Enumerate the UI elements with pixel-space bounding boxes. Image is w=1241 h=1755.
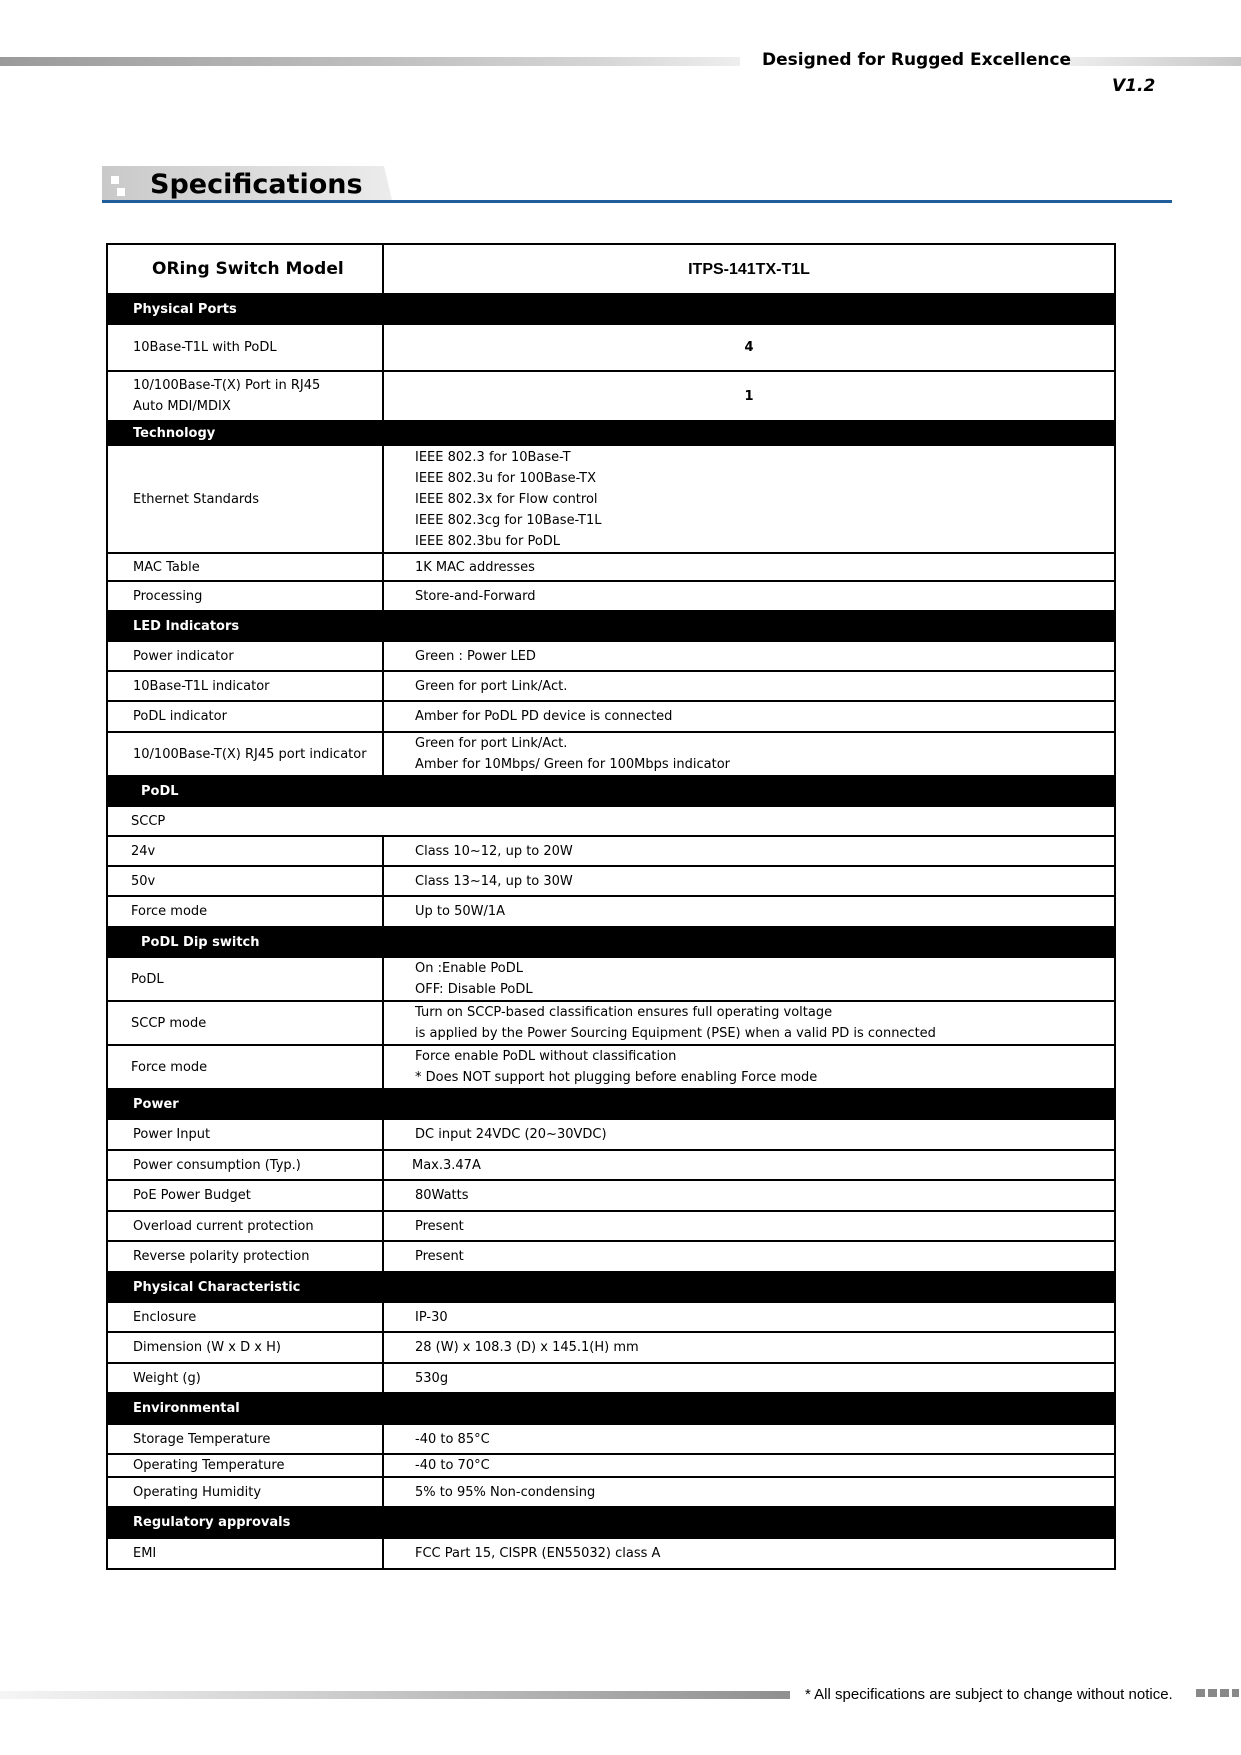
spec-label: 10/100Base-T(X) RJ45 port indicator (107, 732, 383, 776)
spec-label: Enclosure (107, 1302, 383, 1332)
section-header-podl-dip (107, 927, 1115, 957)
spec-label: Processing (107, 581, 383, 611)
spec-label: PoDL (107, 957, 383, 1001)
spec-label: MAC Table (107, 553, 383, 581)
table-row (107, 1477, 1115, 1507)
table-row (107, 641, 1115, 671)
table-row (107, 1302, 1115, 1332)
section-header-physical-ports (107, 294, 1115, 324)
spec-label: Dimension (W x D x H) (107, 1332, 383, 1363)
section-label: Physical Characteristic (107, 1272, 383, 1302)
spec-label: Ethernet Standards (107, 445, 383, 553)
section-header-regulatory (107, 1507, 1115, 1538)
table-row (107, 866, 1115, 896)
footer-square-icon (1208, 1689, 1217, 1697)
spec-value: 5% to 95% Non-condensing (383, 1477, 1115, 1507)
section-header-led (107, 611, 1115, 641)
tab-square-icon (111, 176, 119, 184)
table-row (107, 553, 1115, 581)
spec-label: 10Base-T1L with PoDL (107, 324, 383, 371)
table-row (107, 957, 1115, 1001)
header-bar (0, 57, 740, 66)
table-row (107, 1424, 1115, 1454)
footer-square-icon (1196, 1689, 1205, 1697)
table-row (107, 324, 1115, 371)
spec-value: 4 (383, 324, 1115, 371)
spec-value: Class 10~12, up to 20W (383, 836, 1115, 866)
table-row (107, 732, 1115, 776)
spec-value: Store-and-Forward (383, 581, 1115, 611)
spec-value: FCC Part 15, CISPR (EN55032) class A (383, 1538, 1115, 1569)
table-row (107, 445, 1115, 553)
spec-label: 24v (107, 836, 383, 866)
section-label: Environmental (107, 1393, 383, 1424)
spec-label: Storage Temperature (107, 1424, 383, 1454)
table-row (107, 1180, 1115, 1211)
spec-label: PoE Power Budget (107, 1180, 383, 1211)
footer-square-icon (1232, 1689, 1239, 1697)
table-row (107, 1332, 1115, 1363)
spec-label: Overload current protection (107, 1211, 383, 1241)
table-row (107, 1241, 1115, 1272)
tagline: Designed for Rugged Excellence (762, 50, 1072, 70)
table-row (107, 371, 1115, 421)
spec-value: DC input 24VDC (20~30VDC) (383, 1119, 1115, 1150)
spec-label: Operating Humidity (107, 1477, 383, 1507)
spec-value: IP-30 (383, 1302, 1115, 1332)
section-label: Power (107, 1089, 383, 1119)
spec-table (106, 243, 1116, 1570)
section-label: Physical Ports (107, 294, 383, 324)
tab-square-icon (117, 188, 125, 196)
spec-value: 28 (W) x 108.3 (D) x 145.1(H) mm (383, 1332, 1115, 1363)
spec-value: -40 to 70°C (383, 1454, 1115, 1477)
page-title: Specifications (150, 169, 363, 200)
table-row (107, 1211, 1115, 1241)
section-label: PoDL (107, 776, 383, 806)
spec-value: Present (383, 1241, 1115, 1272)
model-name: ITPS-141TX-T1L (383, 244, 1115, 294)
table-row (107, 1045, 1115, 1089)
spec-label: 10/100Base-T(X) Port in RJ45 Auto MDI/MDIX (107, 371, 383, 421)
section-label: Technology (107, 421, 383, 445)
title-underline (102, 200, 1172, 203)
table-row (107, 1363, 1115, 1393)
spec-label: Operating Temperature (107, 1454, 383, 1477)
section-header-environmental (107, 1393, 1115, 1424)
section-header-physical (107, 1272, 1115, 1302)
spec-label: Reverse polarity protection (107, 1241, 383, 1272)
table-row-model (107, 244, 1115, 294)
spec-label: Power consumption (Typ.) (107, 1150, 383, 1180)
spec-value: IEEE 802.3 for 10Base-T IEEE 802.3u for 100Base-TX IEEE 802.3x for Flow control IEEE 802.3cg for 10Base-T1L IEEE 802.3bu for PoDL (383, 445, 1115, 553)
table-row (107, 1538, 1115, 1569)
section-label: PoDL Dip switch (107, 927, 383, 957)
spec-label: Force mode (107, 896, 383, 927)
spec-label: PoDL indicator (107, 701, 383, 732)
spec-label: Power Input (107, 1119, 383, 1150)
spec-label: Power indicator (107, 641, 383, 671)
spec-value: Present (383, 1211, 1115, 1241)
spec-value: Turn on SCCP-based classification ensures full operating voltage is applied by the Power Sourcing Equipment (PSE) when a valid PD is connected (383, 1001, 1115, 1045)
footer-bar (0, 1691, 790, 1699)
spec-value: Green for port Link/Act. (383, 671, 1115, 701)
spec-value: Force enable PoDL without classification * Does NOT support hot plugging before enabling Force mode (383, 1045, 1115, 1089)
spec-value: Green : Power LED (383, 641, 1115, 671)
spec-value: 1 (383, 371, 1115, 421)
table-row (107, 1454, 1115, 1477)
spec-label: Weight (g) (107, 1363, 383, 1393)
table-row (107, 671, 1115, 701)
footer-note: * All specifications are subject to change without notice. (805, 1686, 1173, 1703)
section-label: LED Indicators (107, 611, 383, 641)
spec-value: On :Enable PoDL OFF: Disable PoDL (383, 957, 1115, 1001)
spec-value: Max.3.47A (383, 1150, 1115, 1180)
spec-label: SCCP (107, 806, 1115, 836)
table-row (107, 581, 1115, 611)
spec-label: 10Base-T1L indicator (107, 671, 383, 701)
header-bar-right (1064, 57, 1241, 66)
table-row (107, 1001, 1115, 1045)
table-row (107, 701, 1115, 732)
spec-label: 50v (107, 866, 383, 896)
section-header-power (107, 1089, 1115, 1119)
model-label: ORing Switch Model (107, 244, 383, 294)
spec-value: 1K MAC addresses (383, 553, 1115, 581)
spec-value: Up to 50W/1A (383, 896, 1115, 927)
spec-value: Class 13~14, up to 30W (383, 866, 1115, 896)
version-label: V1.2 (1112, 76, 1156, 96)
spec-value: 530g (383, 1363, 1115, 1393)
footer-square-icon (1220, 1689, 1229, 1697)
spec-value: Green for port Link/Act. Amber for 10Mbps/ Green for 100Mbps indicator (383, 732, 1115, 776)
section-header-technology (107, 421, 1115, 445)
section-header-podl (107, 776, 1115, 806)
spec-value: 80Watts (383, 1180, 1115, 1211)
spec-label: SCCP mode (107, 1001, 383, 1045)
table-row (107, 806, 1115, 836)
table-row (107, 1150, 1115, 1180)
spec-value: -40 to 85°C (383, 1424, 1115, 1454)
table-row (107, 896, 1115, 927)
table-row (107, 1119, 1115, 1150)
table-row (107, 836, 1115, 866)
section-label: Regulatory approvals (107, 1507, 383, 1538)
spec-value: Amber for PoDL PD device is connected (383, 701, 1115, 732)
spec-label: EMI (107, 1538, 383, 1569)
spec-label: Force mode (107, 1045, 383, 1089)
